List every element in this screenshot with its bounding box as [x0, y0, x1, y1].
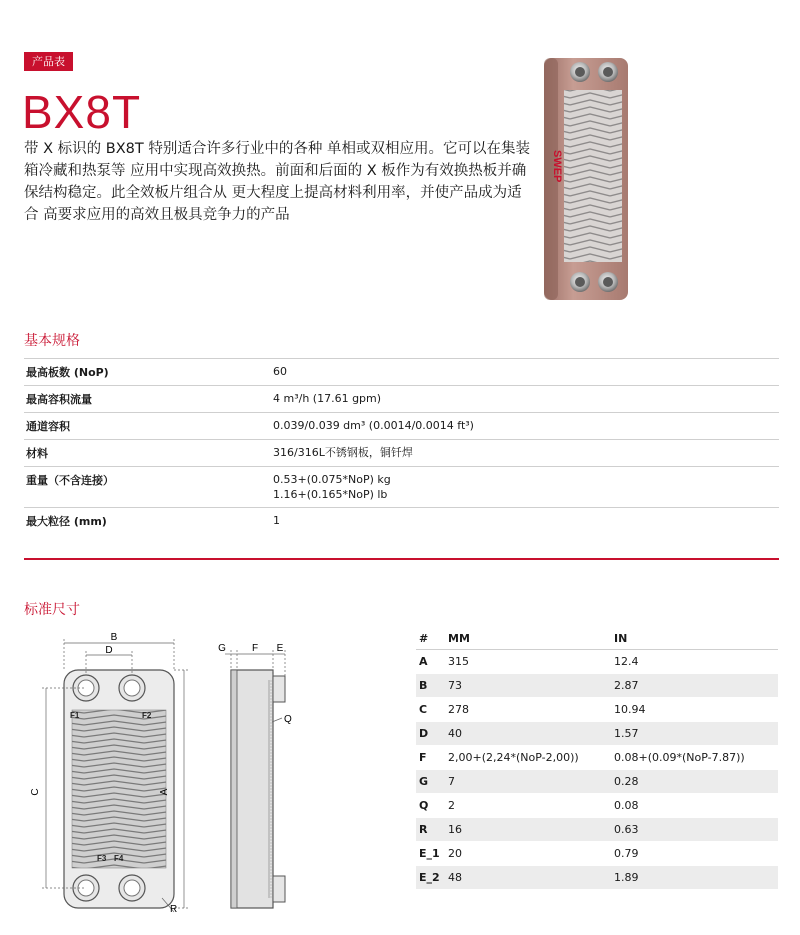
port-label-f3: F3	[97, 854, 107, 863]
dim-label-q: Q	[284, 714, 292, 725]
col-header-mm: MM	[448, 632, 470, 645]
dim-label-e: E	[276, 643, 284, 654]
spec-value-line: 0.53+(0.075*NoP) kg	[273, 473, 391, 486]
spec-row	[24, 508, 779, 534]
spec-label: 最高板数 (NoP)	[26, 366, 109, 379]
col-header-hash: #	[419, 632, 429, 645]
dim-label-c: C	[30, 788, 41, 796]
dim-label-d: D	[105, 645, 113, 656]
dim-in: 2.87	[614, 679, 639, 692]
spec-label: 通道容积	[26, 420, 70, 433]
page-title: BX8T	[22, 86, 142, 138]
dim-in: 1.89	[614, 871, 639, 884]
spec-value-line: 316/316L不锈钢板，铜钎焊	[273, 446, 413, 459]
table-row	[416, 746, 778, 770]
spec-value-line: 4 m³/h (17.61 gpm)	[273, 392, 382, 405]
spec-value-line: 1	[273, 514, 280, 527]
dim-key: C	[419, 703, 428, 716]
dimensions-table-header	[416, 628, 778, 650]
dim-mm: 2,00+(2,24*(NoP-2,00))	[448, 751, 579, 764]
port-label-f4: F4	[114, 854, 124, 863]
dim-label-g: G	[218, 643, 226, 654]
spec-value	[273, 467, 779, 507]
table-row	[416, 818, 778, 842]
spec-value-line: 60	[273, 365, 287, 378]
spec-value-line: 0.039/0.039 dm³ (0.0014/0.0014 ft³)	[273, 419, 474, 432]
dim-in: 1.57	[614, 727, 639, 740]
specs-title: 基本规格	[24, 333, 80, 349]
spec-value-line: 1.16+(0.165*NoP) lb	[273, 488, 388, 501]
col-header-in: IN	[614, 632, 628, 645]
dim-key: D	[419, 727, 429, 740]
dim-mm: 40	[448, 727, 462, 740]
spec-value	[273, 440, 779, 466]
spec-label: 最大粒径 (mm)	[26, 515, 107, 528]
table-row	[416, 794, 778, 818]
spec-row	[24, 467, 779, 508]
dim-key: F	[419, 751, 427, 764]
side-view	[231, 670, 285, 908]
spec-row	[24, 413, 779, 440]
dim-key: E_1	[419, 847, 440, 860]
table-row	[416, 866, 778, 890]
dimension-drawing	[24, 630, 404, 920]
front-view	[64, 670, 174, 908]
dim-label-f: F	[251, 643, 259, 654]
table-row	[416, 698, 778, 722]
spec-row	[24, 440, 779, 467]
dim-key: E_2	[419, 871, 440, 884]
dim-in: 0.63	[614, 823, 639, 836]
product-sheet-tag: 产品表	[24, 52, 73, 71]
dim-in: 0.08	[614, 799, 639, 812]
dim-mm: 278	[448, 703, 469, 716]
dim-mm: 20	[448, 847, 462, 860]
dim-key: Q	[419, 799, 429, 812]
spec-label: 重量（不含连接）	[26, 474, 114, 487]
spec-label: 最高容积流量	[26, 393, 92, 406]
table-row	[416, 674, 778, 698]
dimensions-table	[416, 628, 778, 890]
dim-label-b: B	[110, 632, 118, 643]
section-divider	[24, 558, 779, 560]
spec-row	[24, 359, 779, 386]
dim-in: 0.28	[614, 775, 639, 788]
dim-mm: 48	[448, 871, 462, 884]
dim-in: 12.4	[614, 655, 639, 668]
dim-in: 10.94	[614, 703, 646, 716]
specs-table	[24, 358, 779, 534]
dim-mm: 315	[448, 655, 469, 668]
dim-label-a: A	[159, 788, 170, 796]
intro-paragraph: 带 X 标识的 BX8T 特别适合许多行业中的各种 单相或双相应用。它可以在集装箱冷藏和热泵等 应用中实现高效换热。前面和后面的 X 板作为有效换热板并确保结构稳定。此全效板片组合从 更大程度上提高材料利用率，并使产品成为适合 高要求应用的高效且极具竞争力的产品	[24, 141, 530, 223]
spec-value	[273, 359, 779, 385]
dim-mm: 73	[448, 679, 462, 692]
table-row	[416, 842, 778, 866]
table-row	[416, 722, 778, 746]
port-label-f1: F1	[70, 711, 80, 720]
dim-mm: 16	[448, 823, 462, 836]
dim-in: 0.08+(0.09*(NoP-7.87))	[614, 751, 745, 764]
spec-value	[273, 386, 779, 412]
port-label-f2: F2	[142, 711, 152, 720]
spec-value	[273, 508, 779, 534]
dim-key: A	[419, 655, 428, 668]
dim-mm: 2	[448, 799, 455, 812]
dim-mm: 7	[448, 775, 455, 788]
dim-in: 0.79	[614, 847, 639, 860]
spec-row	[24, 386, 779, 413]
product-photo	[530, 50, 640, 306]
spec-label: 材料	[26, 447, 48, 460]
dim-key: R	[419, 823, 428, 836]
spec-value	[273, 413, 779, 439]
dim-label-r: R	[170, 904, 178, 915]
table-row	[416, 650, 778, 674]
table-row	[416, 770, 778, 794]
dim-key: B	[419, 679, 428, 692]
dim-key: G	[419, 775, 429, 788]
swep-logo: SWEP	[551, 150, 563, 183]
dimensions-title: 标准尺寸	[24, 602, 80, 618]
